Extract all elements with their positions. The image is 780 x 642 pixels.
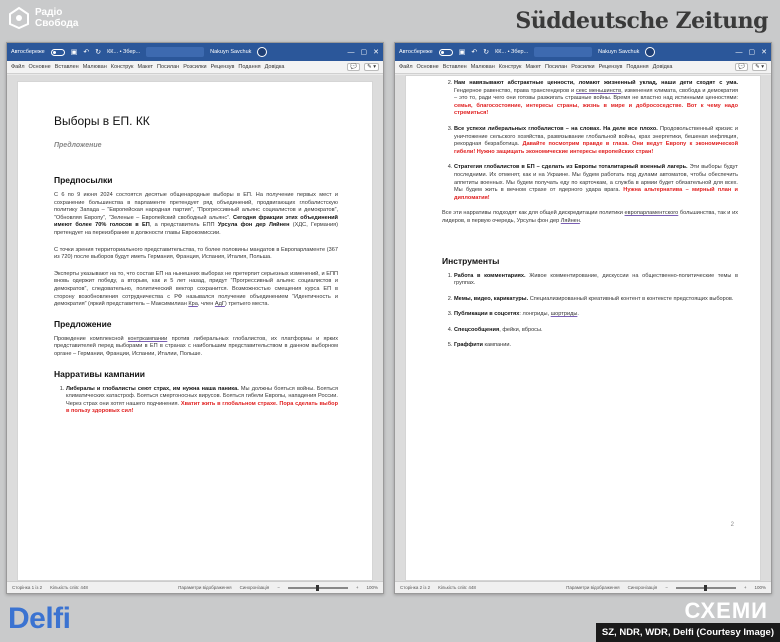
save-icon[interactable]: ▣ [458,49,466,56]
user-name[interactable]: Nakuyn Savchuk [598,49,640,55]
undo-icon[interactable]: ↶ [83,49,90,56]
document-page[interactable] [405,75,761,581]
paragraph: С точки зрения территориального представительства, то более половины мандатов в Европарламенте (367 из 720) после выборов будут иметь Германия, Франция, Испания, Италия, Польша. [54,246,338,261]
list-item: 1. Работа в комментариях. Живое комментирование, дискуссии на общественно-политические темы в группах. [454,273,738,288]
doc-subtitle: Предложение [54,142,102,149]
tab-layout[interactable]: Макет [525,64,542,70]
maximize-icon[interactable]: ▢ [360,49,368,56]
tab-home[interactable]: Основне [416,64,439,70]
radio-svoboda-logo: Радіо Свобода [8,6,78,30]
avatar[interactable] [257,47,267,57]
sz-logo: Süddeutsche Zeitung [515,8,768,34]
document-area [395,75,771,581]
delfi-logo: Delfi [8,602,71,635]
tab-review[interactable]: Рецензув [598,64,623,70]
minimize-icon[interactable]: — [347,48,355,56]
narratives-list-continued [442,80,738,202]
search-box[interactable] [146,47,204,57]
page-count[interactable]: Сторінка 2 із 2 [400,585,431,590]
radio-svoboda-mark-icon [8,6,30,30]
user-name[interactable]: Nakuyn Savchuk [210,49,252,55]
close-icon[interactable]: ✕ [373,49,379,56]
list-item: 3. Публикации в соцсетях: лонгриды, шортриды. [454,311,738,319]
tab-view[interactable]: Подання [238,64,261,70]
zoom-level[interactable]: 100% [366,585,378,590]
comment-icon[interactable]: 💬 [735,63,748,71]
heading-tools: Инструменты [442,255,500,266]
paragraph: С 6 по 9 июня 2024 состоятся десятые общенародные выборы в ЕП. На получение первых мест и сохранение большинства в парламенте претендует ряд объединений, продвигающих глобалистскую политику Запада – “Европейская народная партия”, “Прогрессивный альянс социалистов и демократов”, “Обновляя Европу”, “Зеленые – Европейский свободный альянс”. Сегодня фракции этих объединений имеют более 70% голосов в ЕП, а представитель ЕПП Урсула фон дер Ляйнен (ХДС, Германия) претендует на переизбрание в должности главы Еврокомиссии. [54,192,338,236]
list-item: 2. Нам навязывают абстрактные ценности, ломают жизненный уклад, наши дети сходят с ума. Гендерное равенство, права трансгендеров и секс меньшинств, изменения климата, свобода и демократия – это то, ради чего они готовы разжигать страшные войны. Время не властно над истинными ценностями: семья, благосостояние, интересы страны, жизнь в мире и добрососедстве. Вот к чему надо стремиться! [454,80,738,118]
tab-home[interactable]: Основне [28,64,51,70]
tab-insert[interactable]: Вставлен [54,64,79,70]
sync-status[interactable]: Синхронізація [239,585,270,590]
list-item: 4. Стратегия глобалистов в ЕП – сделать из Европы тоталитарный военный лагерь. Эти выборы будут последними. Их отменят, как и на Украине. Мы будем работать под дулами автоматов, чтобы обеспечить аппетиты военных. Мы будем получать еду по карточкам, а служба в армии будет обязательной для всех. Мы будем жить в вечном страхе от ядерного удара врага. Нужна альтернатива – мирный план и дипломатия! [454,164,738,202]
autosave-label: Автосбереже [399,49,433,55]
tab-help[interactable]: Довідка [264,64,285,70]
edit-icon[interactable]: ✎ ▾ [752,63,767,71]
tab-design[interactable]: Конструк [498,64,522,70]
save-icon[interactable]: ▣ [70,49,78,56]
sync-status[interactable]: Синхронізація [627,585,658,590]
list-item: 5. Граффити кампании. [454,342,738,350]
document-page[interactable] [17,81,373,581]
tab-insert[interactable]: Вставлен [442,64,467,70]
avatar[interactable] [645,47,655,57]
status-bar [7,581,383,593]
autosave-toggle[interactable] [439,49,453,56]
tools-list [442,273,738,351]
paragraph: Проведение комплексной контркампании против либеральных глобалистов, их платформы и ярких представителей перед выборами в ЕП в странах с наибольшим представительством в данном выборном органе – Германии, Франции, Испании, Италии, Польше. [54,335,338,357]
zoom-out-icon[interactable]: − [277,585,280,590]
autosave-toggle[interactable] [51,49,65,56]
paragraph: Эксперты указывают на то, что состав ЕП на нынешних выборах не претерпит серьезных изменений, и ЕПП вновь одержит победу, а вторым, как и 5 лет назад, придут “Прогрессивный альянс социалистов и демократов”, следовательно, политический вектор сохранится. Возможностью смещения курса ЕП в сторону возобновления сотрудничества с РФ назывался получение объединением “Идентичность и демократия” (яркий представитель – Максимилиан Кра, член АдГ) третьего места. [54,270,338,308]
list-item: 3. Все успехи либеральных глобалистов – на словах. На деле все плохо. Продовольственный кризис и уничтожение сельского хозяйства, развязывание глобальной войны, крах энергетики, бешеная инфляция, рекордная безработица. Давайте посмотрим правде в глаза. Они ведут Европу к экономической гибели! Нужно защищать экономические интересы европейских стран! [454,126,738,156]
ribbon-tabs [7,61,383,74]
tab-review[interactable]: Рецензув [210,64,235,70]
zoom-slider[interactable] [676,587,736,589]
narratives-list [54,386,338,416]
list-item: 4. Спецсообщения, фейки, вбросы. [454,327,738,335]
edit-icon[interactable]: ✎ ▾ [364,63,379,71]
zoom-in-icon[interactable]: + [743,585,747,590]
title-bar [395,43,771,61]
tab-draw[interactable]: Малюван [470,64,495,70]
tab-file[interactable]: Файл [399,64,413,70]
tab-references[interactable]: Посилан [545,64,568,70]
redo-icon[interactable]: ↻ [95,49,102,56]
status-bar [395,581,771,593]
comment-icon[interactable]: 💬 [347,63,360,71]
zoom-in-icon[interactable]: + [355,585,359,590]
paragraph: Все эти нарративы подходят как для общей дискредитации политики европарламентского большинства, так и их лидеров, в первую очередь, Урсулы фон дер Ляйнен. [442,210,738,224]
heading-background: Предпосылки [54,175,113,185]
image-credit: SZ, NDR, WDR, Delfi (Courtesy Image) [596,623,780,642]
file-name[interactable]: КК... • Збер... [495,49,529,55]
display-settings[interactable]: Параметри відображення [566,585,620,590]
zoom-out-icon[interactable]: − [665,585,668,590]
tab-layout[interactable]: Макет [137,64,154,70]
doc-title: Выборы в ЕП. КК [54,114,150,128]
page-count[interactable]: Сторінка 1 із 2 [12,585,43,590]
maximize-icon[interactable]: ▢ [748,49,756,56]
close-icon[interactable]: ✕ [761,49,767,56]
tab-view[interactable]: Подання [626,64,649,70]
zoom-slider[interactable] [288,587,348,589]
tab-file[interactable]: Файл [11,64,25,70]
tab-mailings[interactable]: Розсилки [183,64,207,70]
zoom-level[interactable]: 100% [754,585,766,590]
heading-proposal: Предложение [54,318,112,329]
undo-icon[interactable]: ↶ [471,49,478,56]
title-bar [7,43,383,61]
list-item: 1. Либералы и глобалисты сеют страх, им нужна наша паника. Мы должны бояться войны. Бояться климатических катастроф. Бояться смертоносных вирусов. Бояться гибели Европы, нападения России. Через страх они хотят нашего подчинения. Хватит жить в глобальном страхе. Пора сделать выбор в пользу здоровых сил! [66,386,338,416]
schemy-logo: СХЕМИ [684,598,768,623]
tab-references[interactable]: Посилан [157,64,180,70]
document-area [7,75,383,581]
minimize-icon[interactable]: — [735,48,743,56]
tab-draw[interactable]: Малюван [82,64,107,70]
autosave-label: Автосбереже [11,49,45,55]
ribbon-tabs [395,61,771,74]
heading-narratives: Нарративы кампании [54,368,145,379]
word-window-left [6,42,384,594]
list-item: 2. Мемы, видео, карикатуры. Специализированный креативный контент в контексте предстоящих выборов. [454,296,738,304]
page-number: 2 [730,522,734,528]
tab-help[interactable]: Довідка [652,64,673,70]
tab-mailings[interactable]: Розсилки [571,64,595,70]
word-window-right [394,42,772,594]
search-box[interactable] [534,47,592,57]
word-count[interactable]: Кількість слів: 448 [50,585,88,590]
file-name[interactable]: КК... • Збер... [107,49,141,55]
tab-design[interactable]: Конструк [110,64,134,70]
redo-icon[interactable]: ↻ [483,49,490,56]
word-count[interactable]: Кількість слів: 448 [438,585,476,590]
display-settings[interactable]: Параметри відображення [178,585,232,590]
